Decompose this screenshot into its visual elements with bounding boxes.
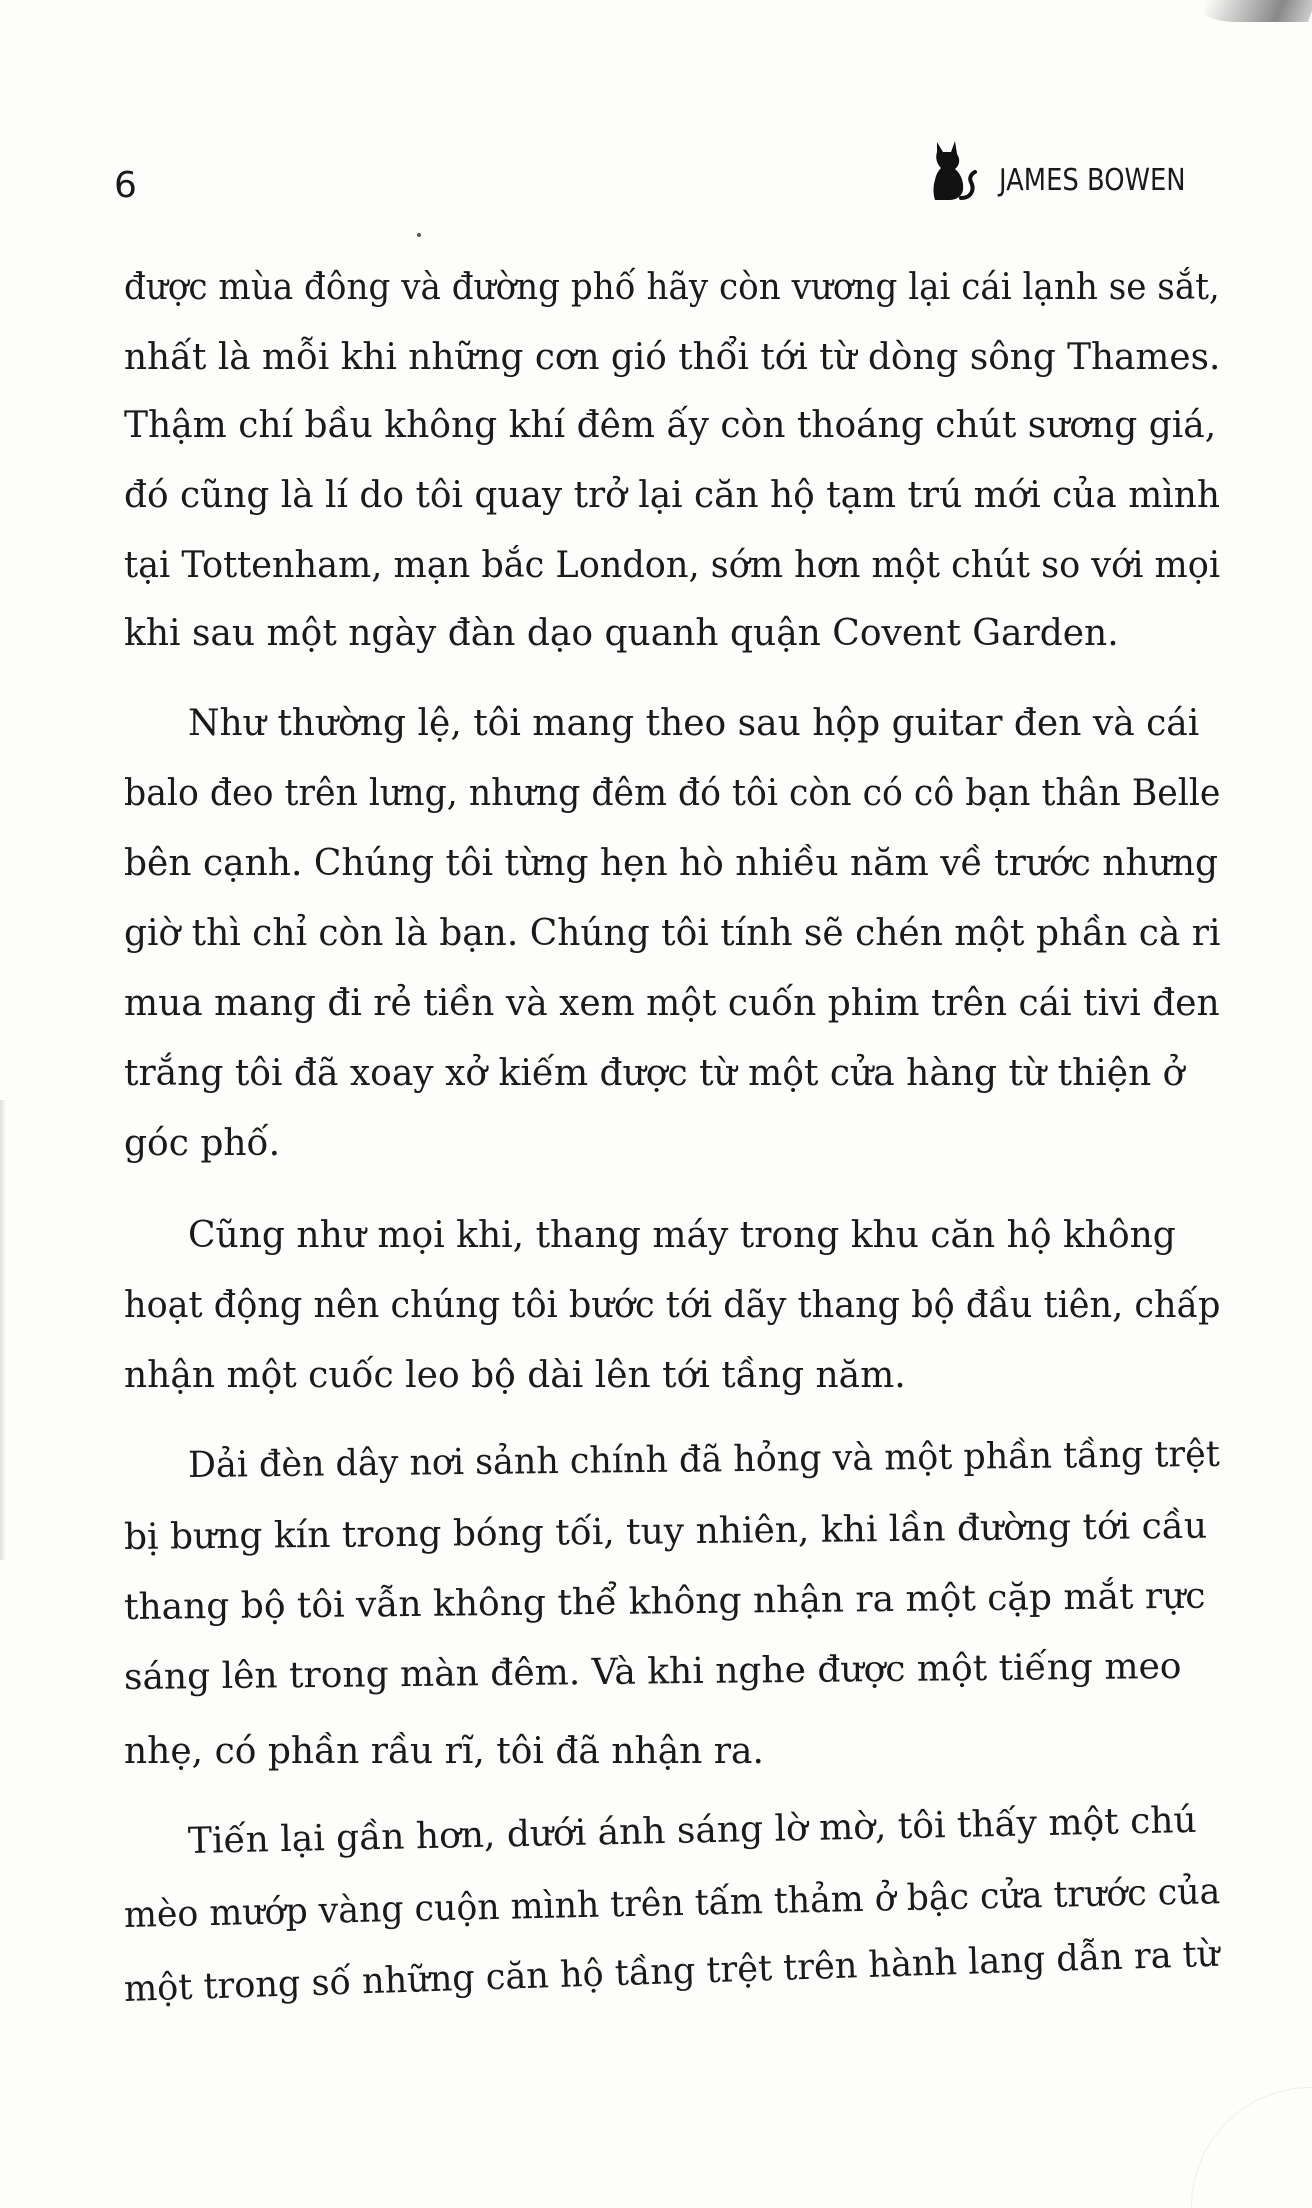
text-line: Tiến lại gần hơn, dưới ánh sáng lờ mờ, tôi thấy một chú <box>187 1799 1198 1862</box>
text-line: nhận một cuốc leo bộ dài lên tới tầng năm. <box>124 1355 906 1396</box>
text-line: một trong số những căn hộ tầng trệt trên hành lang dẫn ra từ <box>123 1933 1220 2010</box>
text-line: thang bộ tôi vẫn không thể không nhận ra một cặp mắt rực <box>123 1575 1206 1628</box>
page-edge-shadow <box>0 1100 6 1560</box>
text-line: Cũng như mọi khi, thang máy trong khu căn hộ không <box>188 1215 1176 1256</box>
page-corner-curl <box>1191 2087 1312 2208</box>
author-name: JAMES BOWEN <box>999 163 1186 198</box>
text-line: hoạt động nên chúng tôi bước tới dãy thang bộ đầu tiên, chấp <box>124 1285 1221 1326</box>
text-line: Thậm chí bầu không khí đêm ấy còn thoáng chút sương giá, <box>124 405 1217 446</box>
page-header <box>0 0 1312 260</box>
text-line: góc phố. <box>124 1123 281 1164</box>
text-line: bên cạnh. Chúng tôi từng hẹn hò nhiều năm về trước nhưng <box>124 843 1219 884</box>
text-line: nhẹ, có phần rầu rĩ, tôi đã nhận ra. <box>124 1731 764 1772</box>
text-line: bị bưng kín trong bóng tối, tuy nhiên, khi lần đường tới cầu <box>123 1505 1208 1558</box>
text-line: mèo mướp vàng cuộn mình trên tấm thảm ở bậc cửa trước của <box>123 1871 1221 1936</box>
text-line: mua mang đi rẻ tiền và xem một cuốn phim trên cái tivi đen <box>124 983 1220 1024</box>
text-line: Như thường lệ, tôi mang theo sau hộp guitar đen và cái <box>188 703 1200 744</box>
text-line: giờ thì chỉ còn là bạn. Chúng tôi tính sẽ chén một phần cà ri <box>124 913 1221 954</box>
text-line: tại Tottenham, mạn bắc London, sớm hơn một chút so với mọi <box>124 545 1221 586</box>
text-line: được mùa đông và đường phố hãy còn vương lại cái lạnh se sắt, <box>124 267 1220 308</box>
text-line: Dải đèn dây nơi sảnh chính đã hỏng và một phần tầng trệt <box>187 1433 1220 1486</box>
text-line: khi sau một ngày đàn dạo quanh quận Covent Garden. <box>124 613 1119 654</box>
speck <box>417 233 421 237</box>
text-line: sáng lên trong màn đêm. Và khi nghe được một tiếng meo <box>123 1645 1182 1698</box>
text-line: đó cũng là lí do tôi quay trở lại căn hộ tạm trú mới của mình <box>124 475 1220 516</box>
text-line: nhất là mỗi khi những cơn gió thổi tới từ dòng sông Thames. <box>124 337 1221 378</box>
running-head <box>931 138 1216 202</box>
cat-silhouette-icon <box>931 138 977 202</box>
text-line: trắng tôi đã xoay xở kiếm được từ một cửa hàng từ thiện ở <box>124 1053 1185 1094</box>
page-number: 6 <box>114 165 137 206</box>
text-line: balo đeo trên lưng, nhưng đêm đó tôi còn có cô bạn thân Belle <box>124 773 1221 814</box>
